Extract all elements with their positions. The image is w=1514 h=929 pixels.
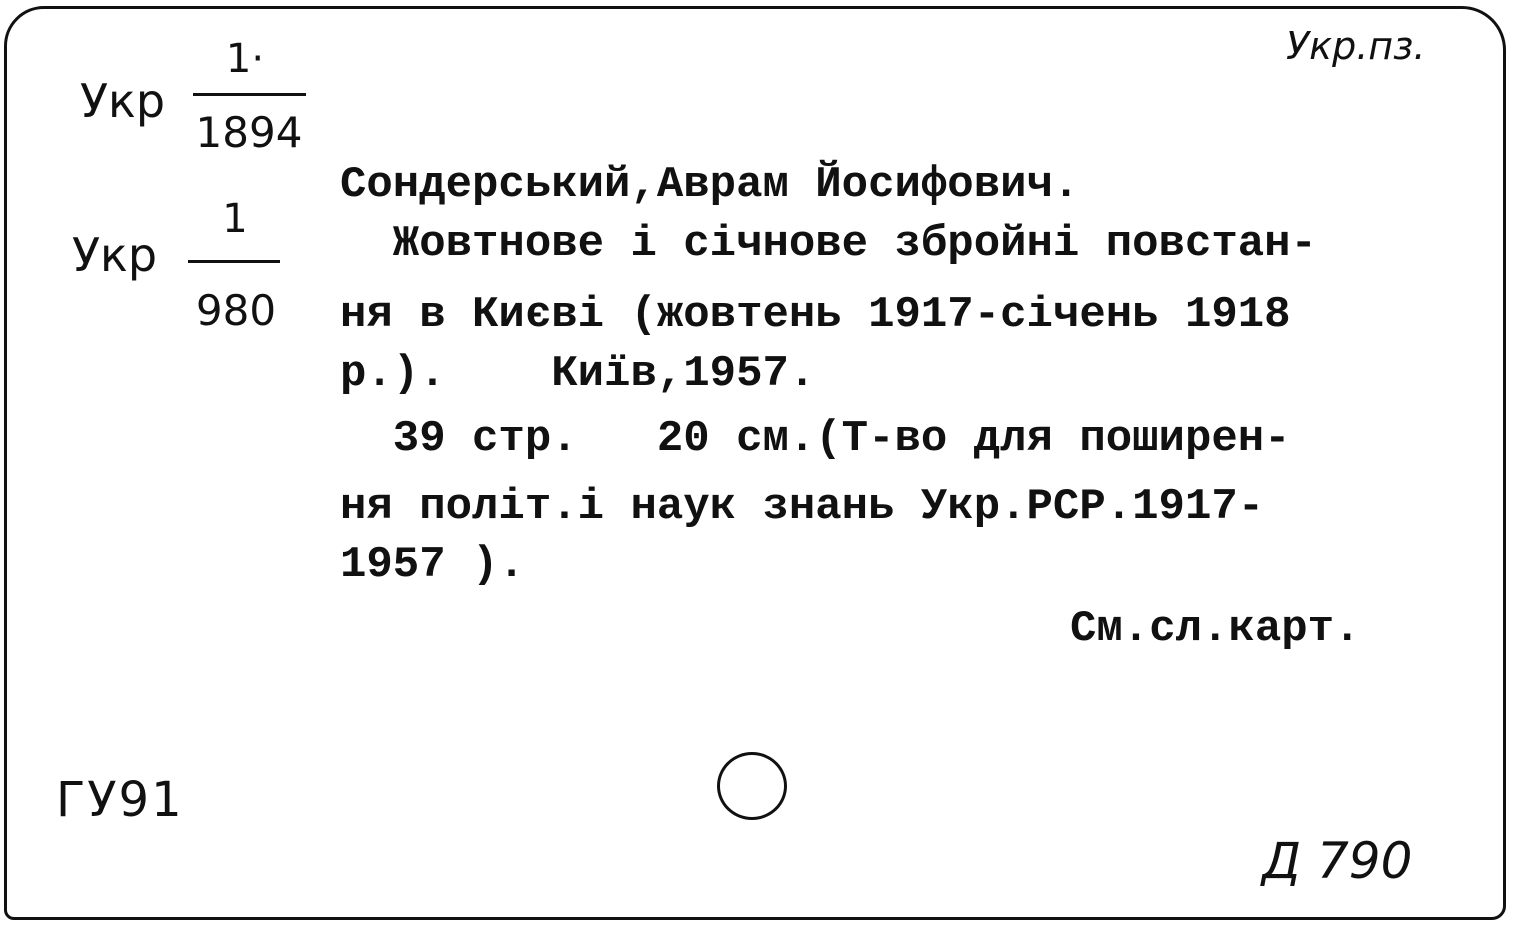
bottom-right-number: Д 790 bbox=[1262, 832, 1413, 890]
entry-line-3: ня в Києві (жовтень 1917-січень 1918 bbox=[340, 290, 1291, 340]
entry-line-7: 1957 ). bbox=[340, 540, 525, 590]
fraction-bar bbox=[193, 93, 306, 96]
call-number-prefix: Укр bbox=[72, 228, 158, 282]
fraction-bar bbox=[188, 260, 280, 263]
entry-line-4: р.). Київ,1957. bbox=[340, 349, 816, 399]
entry-line-5: 39 стр. 20 см.(Т-во для поширен- bbox=[340, 414, 1291, 464]
punch-hole-circle bbox=[717, 752, 787, 820]
continued-note: См.сл.карт. bbox=[1070, 604, 1361, 654]
entry-line-6: ня політ.і наук знань Укр.РСР.1917- bbox=[340, 482, 1265, 532]
call-number-1 bbox=[80, 36, 310, 180]
call-number-numerator: 1 bbox=[222, 196, 248, 242]
bottom-left-note: ГУ91 bbox=[56, 772, 184, 828]
corner-note: Укр.пз. bbox=[1286, 24, 1426, 68]
call-number-numerator: 1· bbox=[225, 36, 265, 82]
entry-line-1: Сондерський,Аврам Йосифович. bbox=[340, 160, 1080, 210]
call-number-prefix: Укр bbox=[80, 74, 166, 128]
call-number-denominator: 1894 bbox=[195, 108, 303, 157]
entry-line-2: Жовтнове і січнове збройні повстан- bbox=[340, 219, 1317, 269]
call-number-denominator: 980 bbox=[195, 286, 277, 335]
call-number-2 bbox=[72, 196, 302, 350]
